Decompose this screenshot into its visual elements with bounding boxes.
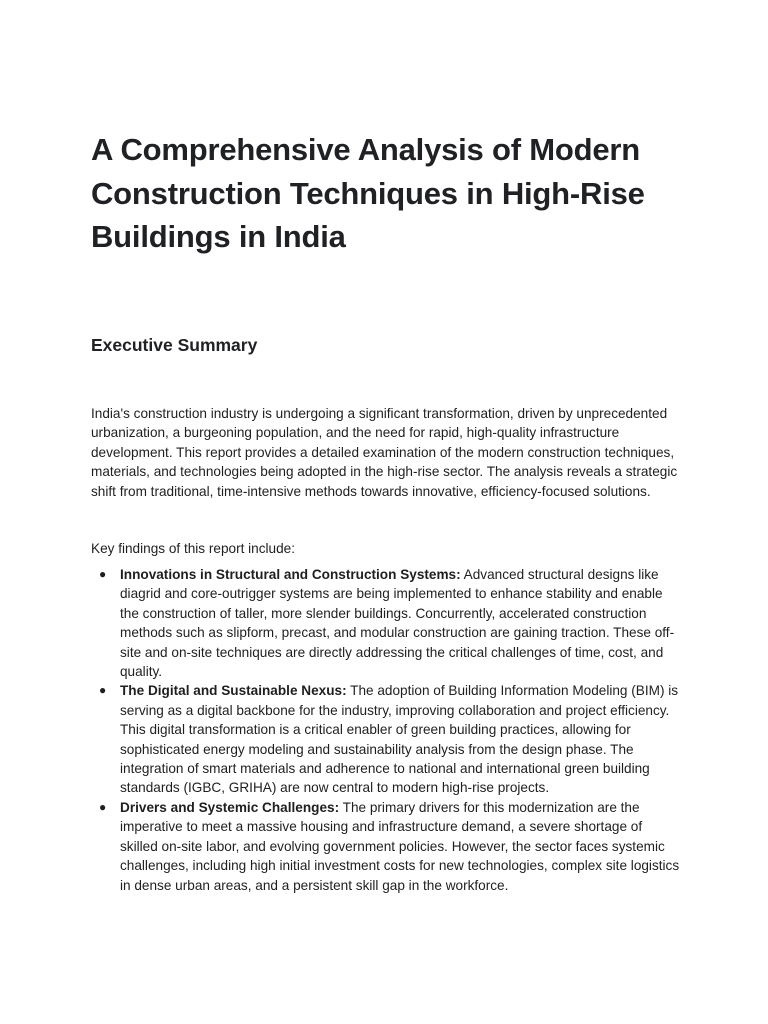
bullet-icon: ● xyxy=(99,567,107,581)
intro-paragraph: India's construction industry is undergoing a significant transformation, driven by unprecedented urbanization, a burgeoning population, and the need for rapid, high-quality infrastructure development. This report provides a detailed examination of the modern construction techniques, materials, and technologies being adopted in the high-rise sector. The analysis reveals a strategic shift from traditional, time-intensive methods towards innovative, efficiency-focused solutions. xyxy=(91,406,678,499)
list-item xyxy=(91,565,683,681)
finding-text: The adoption of Building Information Modeling (BIM) is serving as a digital backbone for the industry, improving collaboration and project efficiency. This digital transformation is a critical enabler of green building practices, allowing for sophisticated energy modeling and sustainability analysis from the design phase. The integration of smart materials and adherence to national and international green building standards (IGBC, GRIHA) are now central to modern high-rise projects. xyxy=(120,683,679,796)
key-findings-list xyxy=(91,565,683,895)
section-heading-executive-summary: Executive Summary xyxy=(91,335,258,355)
document-page xyxy=(91,128,683,893)
finding-lead: Drivers and Systemic Challenges: xyxy=(120,799,340,815)
bullet-icon: ● xyxy=(99,683,107,698)
finding-text: Advanced structural designs like diagrid and core-outrigger systems are being implemented to enhance stability and enable the construction of taller, more slender buildings. Concurrently, accelerated construction methods such as slipform, precast, and modular construction are gaining traction. These off-site and on-site techniques are directly addressing the critical challenges of time, cost, and quality. xyxy=(120,567,675,680)
findings-lead-in: Key findings of this report include: xyxy=(91,541,296,556)
finding-lead: Innovations in Structural and Construction Systems: xyxy=(120,567,461,582)
bullet-icon: ● xyxy=(99,799,107,814)
finding-text: The primary drivers for this modernization are the imperative to meet a massive housing and infrastructure demand, a severe shortage of skilled on-site labor, and evolving government policies. However, the sector faces systemic challenges, including high initial investment costs for new technologies, complex site logistics in dense urban areas, and a persistent skill gap in the workforce. xyxy=(120,799,680,893)
document-title: A Comprehensive Analysis of Modern Construction Techniques in High-Rise Buildings in India xyxy=(91,132,645,254)
finding-lead: The Digital and Sustainable Nexus: xyxy=(120,683,347,699)
list-item xyxy=(91,681,683,797)
list-item xyxy=(91,798,683,895)
